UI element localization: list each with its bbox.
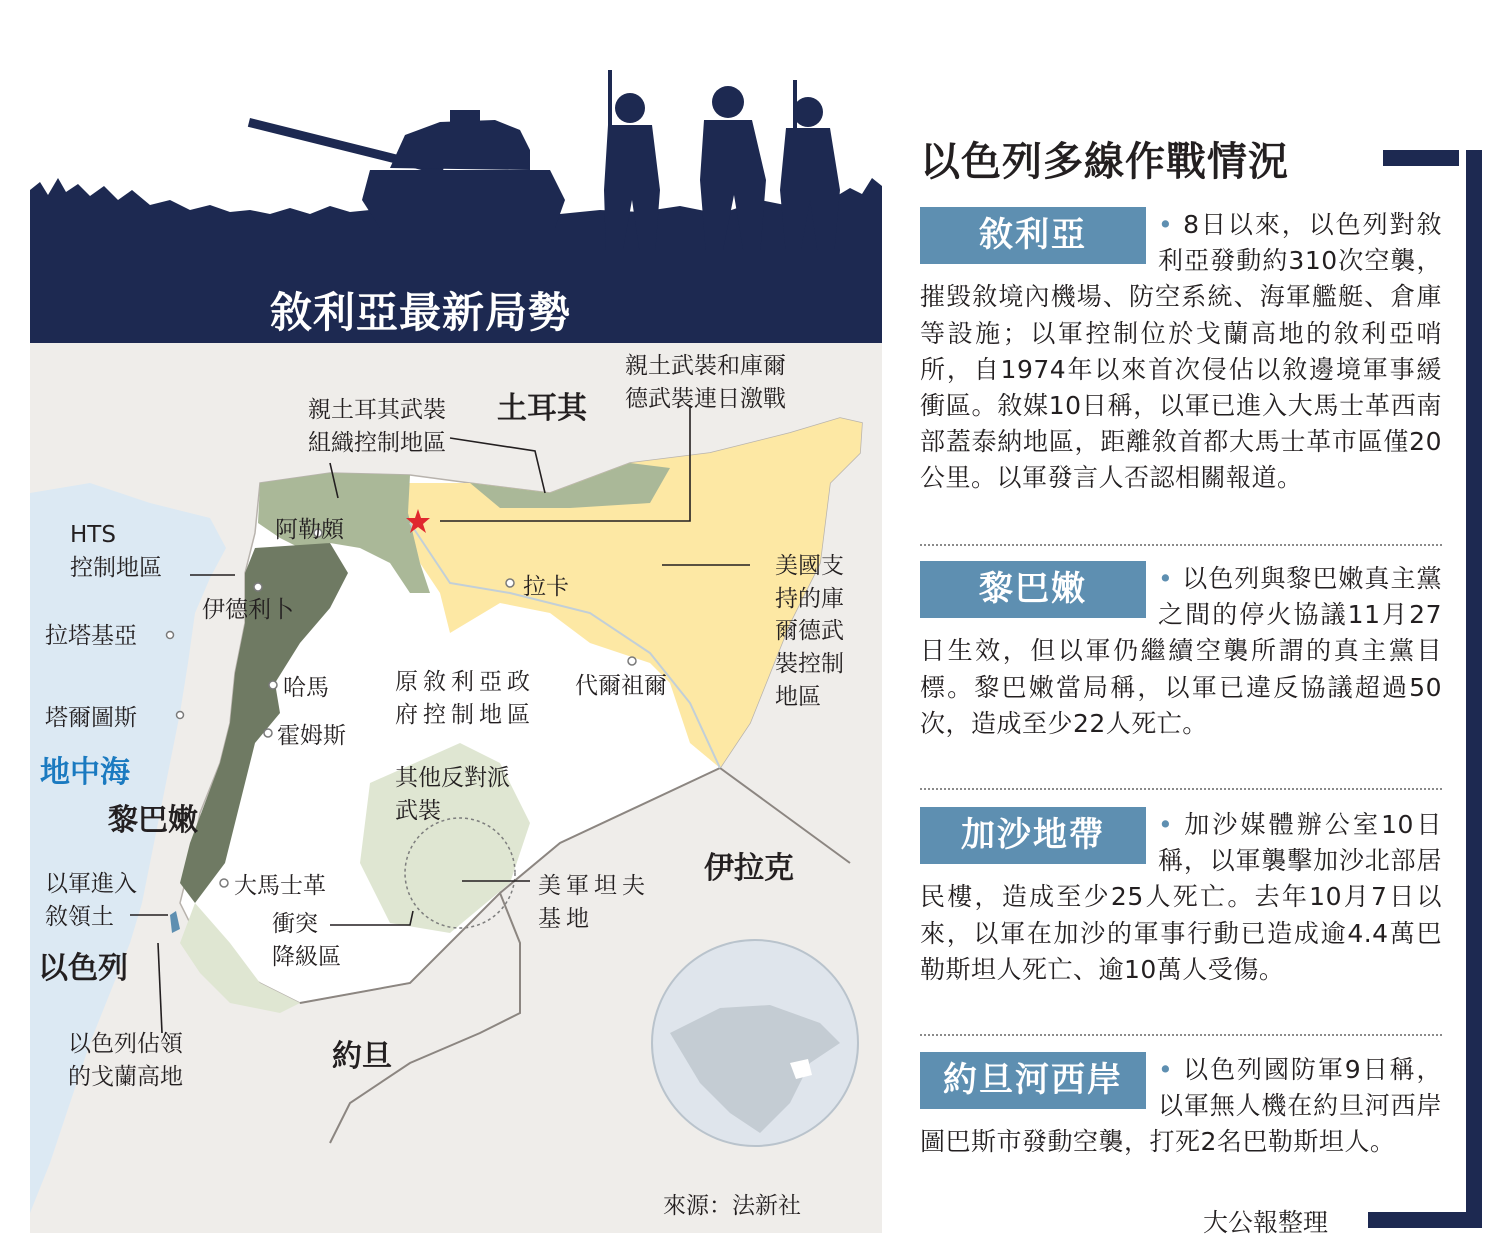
section-west-bank [920, 1052, 1442, 1161]
label-us-kurdish-area: 美國支 持的庫 爾德武 裝控制 地區 [775, 553, 844, 710]
label-raqqa: 拉卡 [523, 574, 569, 600]
label-israel: 以色列 [38, 951, 128, 986]
label-golan: 以色列佔領 的戈蘭高地 [68, 1031, 183, 1090]
bullet-dot: • [1158, 210, 1174, 239]
section-divider [920, 544, 1442, 546]
label-homs: 霍姆斯 [277, 723, 346, 749]
section-lebanon [920, 561, 1442, 742]
label-other-rebels: 其他反對派 武裝 [395, 765, 510, 824]
label-deir-ez-zor: 代爾祖爾 [575, 673, 667, 699]
section-heading: 加沙地帶 [920, 807, 1146, 864]
label-lebanon: 黎巴嫩 [108, 803, 198, 838]
inset-globe [652, 940, 858, 1146]
label-damascus: 大馬士革 [234, 873, 326, 899]
section-body-text: 以色列與黎巴嫩真主黨之間的停火協議11月27日生效，但以軍仍繼續空襲所謂的真主黨目標。黎巴嫩當局稱，以軍已違反協議超過50次，造成至少22人死亡。 [920, 564, 1442, 738]
label-mediterranean: 地中海 [40, 755, 130, 790]
section-body-text: 加沙媒體辦公室10日稱，以軍襲擊加沙北部居民樓，造成至少25人死亡。去年10月7日以來，以軍在加沙的軍事行動已造成逾4.4萬巴勒斯坦人死亡、逾10萬人受傷。 [920, 810, 1442, 984]
label-hts-area: HTS 控制地區 [70, 522, 162, 581]
map-source: 來源：法新社 [663, 1193, 801, 1219]
section-body-text: 以色列國防軍9日稱，以軍無人機在約旦河西岸圖巴斯市發動空襲，打死2名巴勒斯坦人。 [920, 1055, 1442, 1157]
frame-line [1368, 1212, 1482, 1228]
label-jordan: 約旦 [332, 1039, 392, 1074]
label-tanf-base: 美軍坦夫 基地 [538, 873, 650, 932]
frame-line [1383, 150, 1459, 166]
credit-text: 大公報整理 [1203, 1208, 1329, 1237]
section-syria [920, 207, 1442, 497]
label-deconfliction-zone: 衝突 降級區 [272, 911, 341, 970]
frame-line [1466, 150, 1482, 1228]
map-title: 敘利亞最新局勢 [270, 288, 572, 337]
label-tartus: 塔爾圖斯 [45, 705, 137, 731]
label-latakia: 拉塔基亞 [45, 623, 137, 649]
label-clashes: 親土武裝和庫爾 德武裝連日激戰 [625, 353, 786, 412]
section-gaza [920, 807, 1442, 988]
label-turkey: 土耳其 [497, 391, 587, 426]
section-body-text: 8日以來，以色列對敘利亞發動約310次空襲，摧毀敘境內機場、防空系統、海軍艦艇、倉庫等設施；以軍控制位於戈蘭高地的敘利亞哨所，自1974年以來首次侵佔以敘邊境軍事緩衝區。敘媒10日稱，以軍已進入大馬士革西南部蓋泰納地區，距離敘首都大馬士革市區僅20公里。以軍發言人否認相關報道。 [920, 210, 1442, 493]
section-divider [920, 788, 1442, 790]
label-aleppo: 阿勒頗 [275, 517, 344, 543]
label-pro-turkey-area: 親土耳其武裝 組織控制地區 [308, 397, 446, 456]
section-heading: 敘利亞 [920, 207, 1146, 264]
section-heading: 約旦河西岸 [920, 1052, 1146, 1109]
label-iraq: 伊拉克 [704, 851, 794, 886]
label-idlib: 伊德利卜 [202, 597, 294, 623]
bullet-dot: • [1158, 810, 1174, 839]
bullet-dot: • [1158, 564, 1174, 593]
label-regime-area: 原敘利亞政 府控制地區 [395, 669, 535, 728]
label-israel-entered: 以軍進入 敘領土 [45, 871, 137, 930]
label-hama: 哈馬 [283, 675, 329, 701]
panel-title: 以色列多線作戰情況 [920, 139, 1289, 185]
section-heading: 黎巴嫩 [920, 561, 1146, 618]
bullet-dot: • [1158, 1055, 1174, 1084]
section-divider [920, 1034, 1442, 1036]
